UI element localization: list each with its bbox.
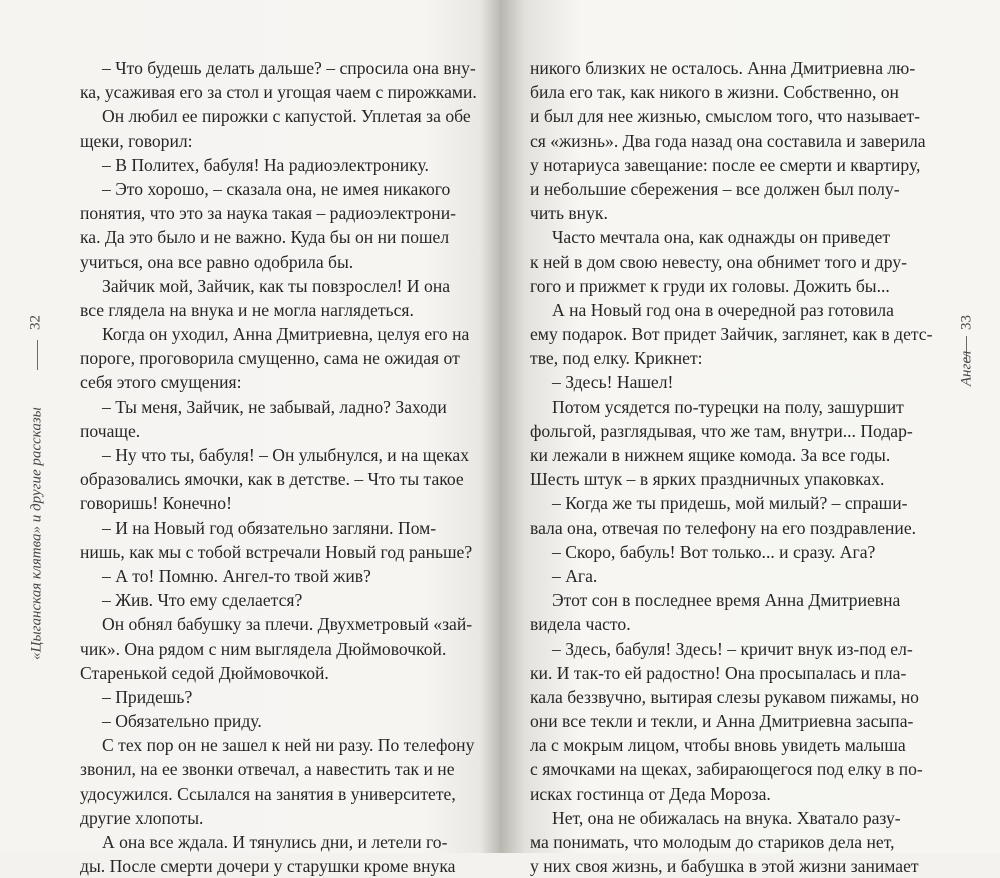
text-line: Часто мечтала она, как однажды он приведет xyxy=(552,227,891,248)
text-line: звонил, на ее звонки отвечал, а навестить так и не xyxy=(80,759,455,780)
text-line: пороге, проговорила смущенно, сама не ожидая от xyxy=(80,348,460,369)
text-line: – Здесь, бабуля! Здесь! – кричит внук из-под ел- xyxy=(552,638,913,659)
text-line: ки лежали в нижнем ящике комода. За все годы. xyxy=(530,445,891,465)
text-line: все глядела на внука и не могла наглядеться. xyxy=(80,299,414,320)
text-line: – Когда же ты придешь, мой милый? – спраши- xyxy=(552,493,908,514)
text-line: Он любил ее пирожки с капустой. Уплетая за обе xyxy=(102,106,471,127)
text-line: Он обнял бабушку за плечи. Двухметровый «зай- xyxy=(102,614,473,635)
right-running-title: Ангел xyxy=(958,350,975,387)
text-line: учиться, она все равно одобрила бы. xyxy=(80,251,354,272)
text-line: ма понимать, что молодым до стариков дела нет, xyxy=(530,832,895,852)
text-line: била его так, как никого в жизни. Собственно, он xyxy=(530,82,899,103)
text-line: ки. И так-то ей радостно! Она просыпалась и пла- xyxy=(530,662,907,683)
left-page xyxy=(0,0,500,877)
text-line: – Придешь? xyxy=(102,686,193,707)
text-line: – Ага. xyxy=(552,565,598,586)
text-line: Старенькой седой Дюймовочкой. xyxy=(80,662,329,683)
text-line: чик». Она рядом с ним выглядела Дюймовочкой. xyxy=(80,638,447,659)
text-line: А на Новый год она в очередной раз готовила xyxy=(552,299,894,320)
text-line: С тех пор он не зашел к ней ни разу. По телефону xyxy=(102,735,475,756)
text-line: Шесть штук – в ярких праздничных упаковках. xyxy=(530,469,885,490)
text-line: тве, под елку. Крикнет: xyxy=(530,348,703,369)
text-line: фольгой, разглядывая, что же там, внутри... Подар- xyxy=(530,420,913,441)
text-line: А она все ждала. И тянулись дни, и летели го- xyxy=(102,832,448,852)
text-line: – Это хорошо, – сказала она, не имея никакого xyxy=(102,178,451,199)
text-line: – Что будешь делать дальше? – спросила она вну- xyxy=(102,58,476,78)
text-line: удосужился. Ссылался на занятия в университете, xyxy=(80,783,456,804)
text-line: видела часто. xyxy=(530,614,631,635)
text-line: ка. Да это было и не важно. Куда бы он ни пошел xyxy=(80,227,450,248)
text-line: ла с мокрым лицом, чтобы вновь увидеть малыша xyxy=(530,735,906,756)
text-line: чить внук. xyxy=(530,203,608,224)
text-line: почаще. xyxy=(80,420,141,441)
text-line: понятия, что это за наука такая – радиоэлектрони- xyxy=(80,203,456,224)
left-margin-rule xyxy=(37,340,38,370)
right-page-number: 33 xyxy=(958,315,975,330)
text-line: Потом усядется по-турецки на полу, зашуршит xyxy=(552,396,904,417)
text-line: – А то! Помню. Ангел-то твой жив? xyxy=(102,565,371,586)
text-line: другие хлопоты. xyxy=(80,807,204,828)
text-line: себя этого смущения: xyxy=(80,372,242,393)
text-line: кала беззвучно, вытирая слезы рукавом пижамы, но xyxy=(530,686,919,707)
text-line: Когда он уходил, Анна Дмитриевна, целуя его на xyxy=(102,324,470,345)
text-line: ему подарок. Вот придет Зайчик, заглянет, как в детс- xyxy=(530,324,933,345)
text-line: и небольшие сбережения – все должен был полу- xyxy=(530,178,900,199)
text-line: – И на Новый год обязательно загляни. Пом- xyxy=(102,517,437,538)
text-line: у нотариуса завещание: после ее смерти и квартиру, xyxy=(530,154,921,175)
text-line: Зайчик мой, Зайчик, как ты повзрослел! И она xyxy=(102,275,451,296)
text-line: говоришь! Конечно! xyxy=(80,493,232,514)
text-line: – Обязательно приду. xyxy=(102,711,262,732)
left-page-text xyxy=(80,56,477,878)
text-line: ся «жизнь». Два года назад она составила и заверила xyxy=(530,130,926,151)
text-line: Нет, она не обижалась на внука. Хватало разу- xyxy=(552,807,901,828)
text-line: вала она, отвечая по телефону на его поздравление. xyxy=(530,517,917,538)
text-line: нишь, как мы с тобой встречали Новый год раньше? xyxy=(80,541,473,562)
text-line: – Здесь! Нашел! xyxy=(552,372,674,393)
text-line: щеки, говорил: xyxy=(80,130,193,151)
text-line: – В Политех, бабуля! На радиоэлектронику. xyxy=(102,154,429,175)
text-line: ка, усаживая его за стол и угощая чаем с пирожками. xyxy=(80,82,477,103)
text-line: с ямочками на щеках, забирающегося под елку в по- xyxy=(530,759,923,780)
text-line: никого близких не осталось. Анна Дмитриевна лю- xyxy=(530,58,916,78)
text-line: гого и прижмет к груди их головы. Дожить бы... xyxy=(530,275,890,296)
text-line: они все текли и текли, и Анна Дмитриевна засыпа- xyxy=(530,711,914,732)
text-line: – Скоро, бабуль! Вот только... и сразу. Ага? xyxy=(552,541,876,562)
left-page-number: 32 xyxy=(27,315,44,330)
text-line: и был для нее жизнью, смыслом того, что называет- xyxy=(530,106,921,127)
text-line: исках гостинца от Деда Мороза. xyxy=(530,783,771,804)
text-line: образовались ямочки, как в детстве. – Что ты такое xyxy=(80,469,464,490)
text-line: к ней в дом свою невесту, она обнимет того и дру- xyxy=(530,251,907,272)
text-line: – Жив. Что ему сделается? xyxy=(102,590,303,611)
text-line: – Ты меня, Зайчик, не забывай, ладно? Заходи xyxy=(102,396,447,417)
right-page-text xyxy=(530,56,932,878)
text-line: – Ну что ты, бабуля! – Он улыбнулся, и на щеках xyxy=(102,445,469,465)
text-line: ды. После смерти дочери у старушки кроме внука xyxy=(80,856,456,877)
text-line: у них своя жизнь, и бабушка в этой жизни занимает xyxy=(530,856,919,877)
left-running-title: «Цыганская клятва» и другие рассказы xyxy=(28,407,45,660)
text-line: Этот сон в последнее время Анна Дмитриевна xyxy=(552,590,901,611)
